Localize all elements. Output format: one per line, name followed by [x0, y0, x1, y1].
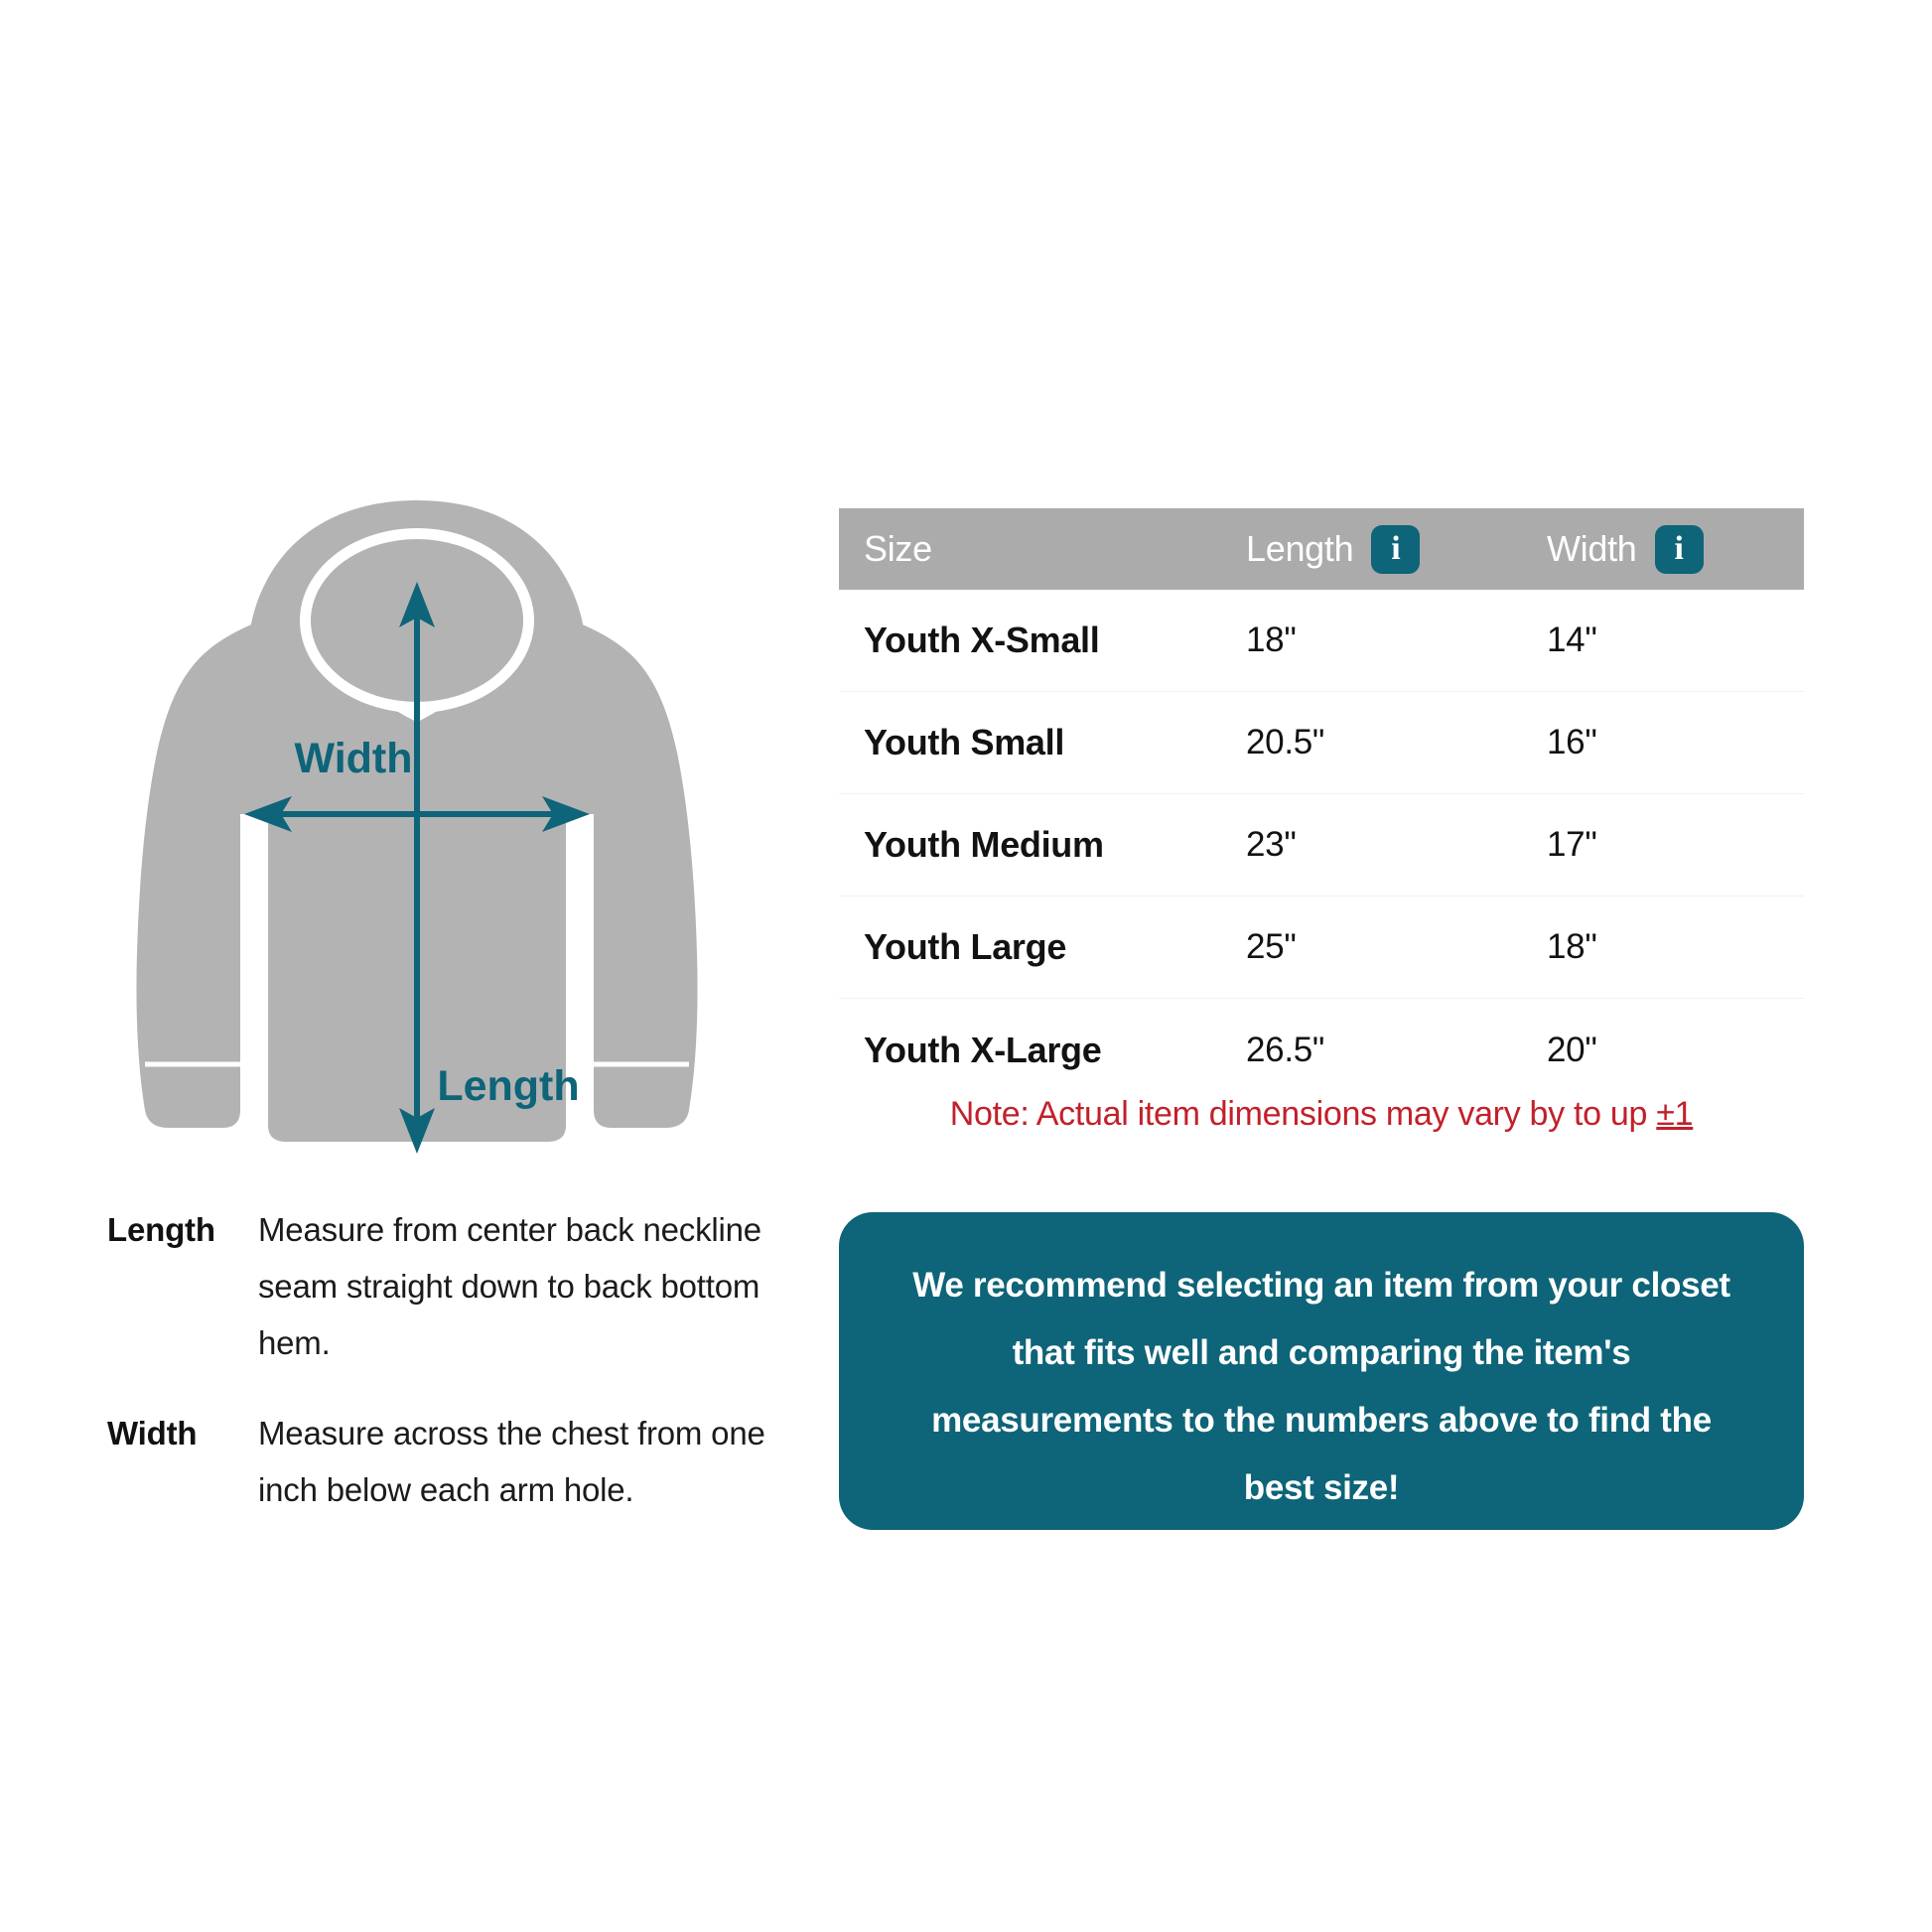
cell-size: Youth Small: [864, 722, 1065, 762]
table-header-row: [839, 508, 1804, 590]
measurement-legend: [107, 1201, 802, 1552]
column-header-size: Size: [864, 528, 932, 569]
cell-width: 17": [1547, 825, 1597, 864]
hoodie-diagram: [119, 486, 715, 1162]
note-text: Note: Actual item dimensions may vary by to up: [949, 1095, 1657, 1133]
legend-term-length: Length: [107, 1211, 215, 1248]
legend-term-width: Width: [107, 1415, 198, 1451]
width-arrow-label: Width: [294, 735, 413, 782]
legend-definition-length: Measure from center back neckline seam straight down to back bottom hem.: [258, 1211, 761, 1361]
cell-size: Youth X-Large: [864, 1029, 1102, 1070]
cell-width: 18": [1547, 927, 1597, 966]
cell-size: Youth Medium: [864, 824, 1104, 865]
legend-row-length: [107, 1201, 802, 1371]
column-header-width-label: Width: [1547, 528, 1637, 569]
cell-length: 25": [1246, 927, 1297, 966]
note-tolerance: ±1: [1656, 1095, 1694, 1133]
cell-size: Youth Large: [864, 926, 1067, 967]
callout-line: best size!: [1243, 1468, 1400, 1507]
cell-length: 23": [1246, 825, 1297, 864]
column-header-length-label: Length: [1246, 528, 1354, 569]
legend-definition-width: Measure across the chest from one inch below each arm hole.: [258, 1415, 765, 1508]
recommendation-callout: [839, 1212, 1804, 1530]
cell-length: 26.5": [1246, 1030, 1325, 1069]
callout-line: that fits well and comparing the item's: [1012, 1333, 1631, 1372]
column-header-length: [1246, 525, 1547, 574]
length-info-icon[interactable]: i: [1371, 525, 1420, 574]
legend-row-width: [107, 1405, 802, 1518]
callout-line: measurements to the numbers above to find the: [931, 1401, 1712, 1440]
cell-width: 20": [1547, 1030, 1597, 1069]
callout-line: We recommend selecting an item from your closet: [912, 1266, 1730, 1305]
cell-length: 18": [1246, 621, 1297, 659]
size-chart-table: [839, 508, 1804, 1101]
cell-width: 16": [1547, 723, 1597, 761]
width-info-icon[interactable]: i: [1655, 525, 1704, 574]
cell-size: Youth X-Small: [864, 620, 1100, 660]
table-row: [839, 590, 1804, 692]
table-row: [839, 692, 1804, 794]
column-header-width: [1547, 525, 1804, 574]
cell-length: 20.5": [1246, 723, 1325, 761]
table-row: [839, 794, 1804, 897]
table-row: [839, 999, 1804, 1101]
table-row: [839, 897, 1804, 999]
length-arrow-label: Length: [437, 1062, 580, 1110]
dimension-tolerance-note: [839, 1095, 1804, 1134]
cell-width: 14": [1547, 621, 1597, 659]
